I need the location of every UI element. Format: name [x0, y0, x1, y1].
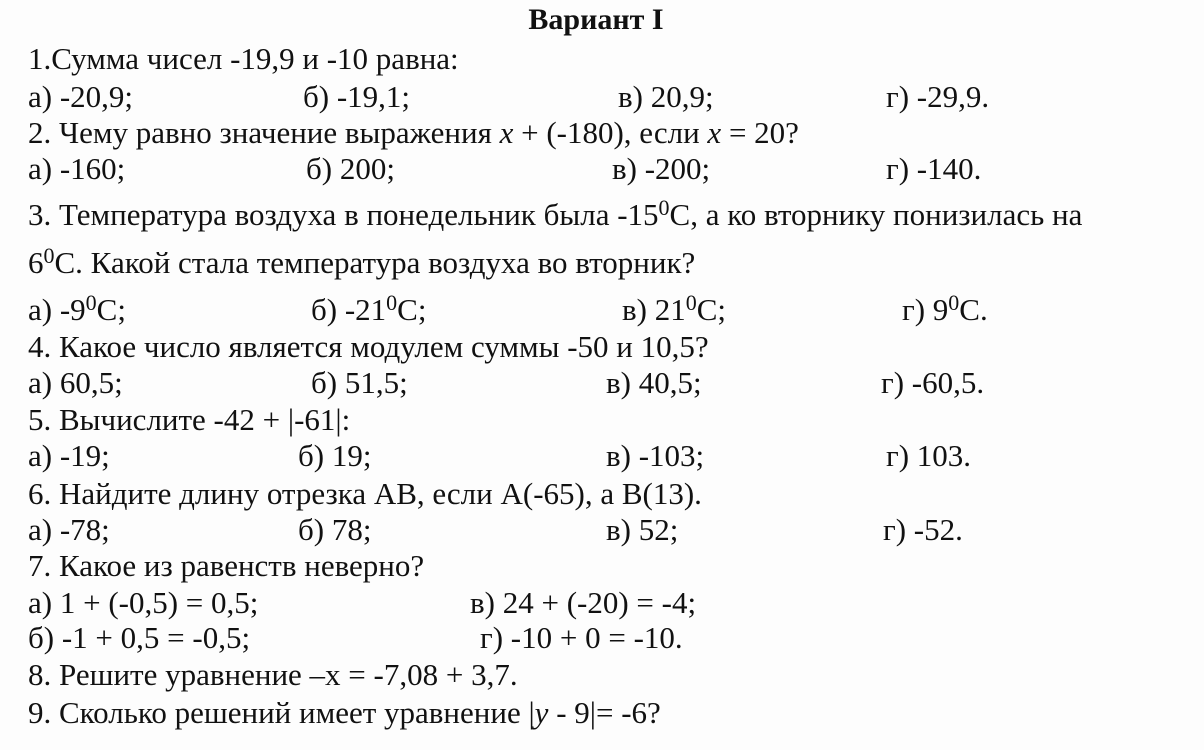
- question-3-line-2: $6^0С$. Какой стала температура воздуха во вторник?: [28, 243, 696, 280]
- question-7: 7. Какое из равенств неверно?: [28, 548, 425, 583]
- q6-option-b: б) 78;: [298, 512, 372, 547]
- question-1: 1.Сумма чисел -19,9 и -10 равна:: [28, 41, 459, 76]
- q1-option-a: а) -20,9;: [28, 79, 134, 114]
- q1-option-b: б) -19,1;: [303, 79, 411, 114]
- q5-option-g: г) 103.: [886, 438, 972, 473]
- question-3-line-1: 3. Температура воздуха в понедельник была $-15^0С$, а ко вторнику понизилась на: [28, 195, 1083, 232]
- question-2: 2. Чему равно значение выражения x + (-180), если x = 20?: [28, 115, 799, 150]
- q1-option-v: в) 20,9;: [618, 79, 714, 114]
- question-9: 9. Сколько решений имеет уравнение |y - 9|= -6?: [28, 695, 661, 730]
- q7-option-g: г) -10 + 0 = -10.: [480, 620, 683, 655]
- q7-option-v: в) 24 + (-20) = -4;: [470, 585, 697, 620]
- q3-option-b: б) $-21^0С$;: [311, 290, 427, 327]
- variant-title: Вариант I: [528, 3, 664, 36]
- q3-option-v: в) $21^0С$;: [622, 290, 727, 327]
- q6-option-a: а) -78;: [28, 512, 110, 547]
- q7-option-a: а) 1 + (-0,5) = 0,5;: [28, 585, 259, 620]
- question-5: 5. Вычислите -42 + |-61|:: [28, 402, 351, 437]
- q1-option-g: г) -29,9.: [886, 79, 990, 114]
- q2-option-v: в) -200;: [612, 151, 711, 186]
- q3-option-g: г) $9^0С$.: [902, 290, 988, 327]
- q4-option-v: в) 40,5;: [606, 365, 702, 400]
- q6-option-g: г) -52.: [883, 512, 963, 547]
- question-6: 6. Найдите длину отрезка АВ, если А(-65), а В(13).: [28, 476, 702, 511]
- q4-option-g: г) -60,5.: [881, 365, 985, 400]
- q5-option-a: а) -19;: [28, 438, 110, 473]
- question-8: 8. Решите уравнение –х = -7,08 + 3,7.: [28, 657, 518, 692]
- q5-option-v: в) -103;: [606, 438, 705, 473]
- q2-option-g: г) -140.: [886, 151, 982, 186]
- q2-option-b: б) 200;: [306, 151, 395, 186]
- q5-option-b: б) 19;: [298, 438, 372, 473]
- q6-option-v: в) 52;: [606, 512, 679, 547]
- q4-option-b: б) 51,5;: [311, 365, 408, 400]
- q3-option-a: а) $-9^0С$;: [28, 290, 126, 327]
- question-4: 4. Какое число является модулем суммы -50 и 10,5?: [28, 329, 709, 364]
- q7-option-b: б) -1 + 0,5 = -0,5;: [28, 620, 251, 655]
- q4-option-a: а) 60,5;: [28, 365, 123, 400]
- q2-option-a: а) -160;: [28, 151, 126, 186]
